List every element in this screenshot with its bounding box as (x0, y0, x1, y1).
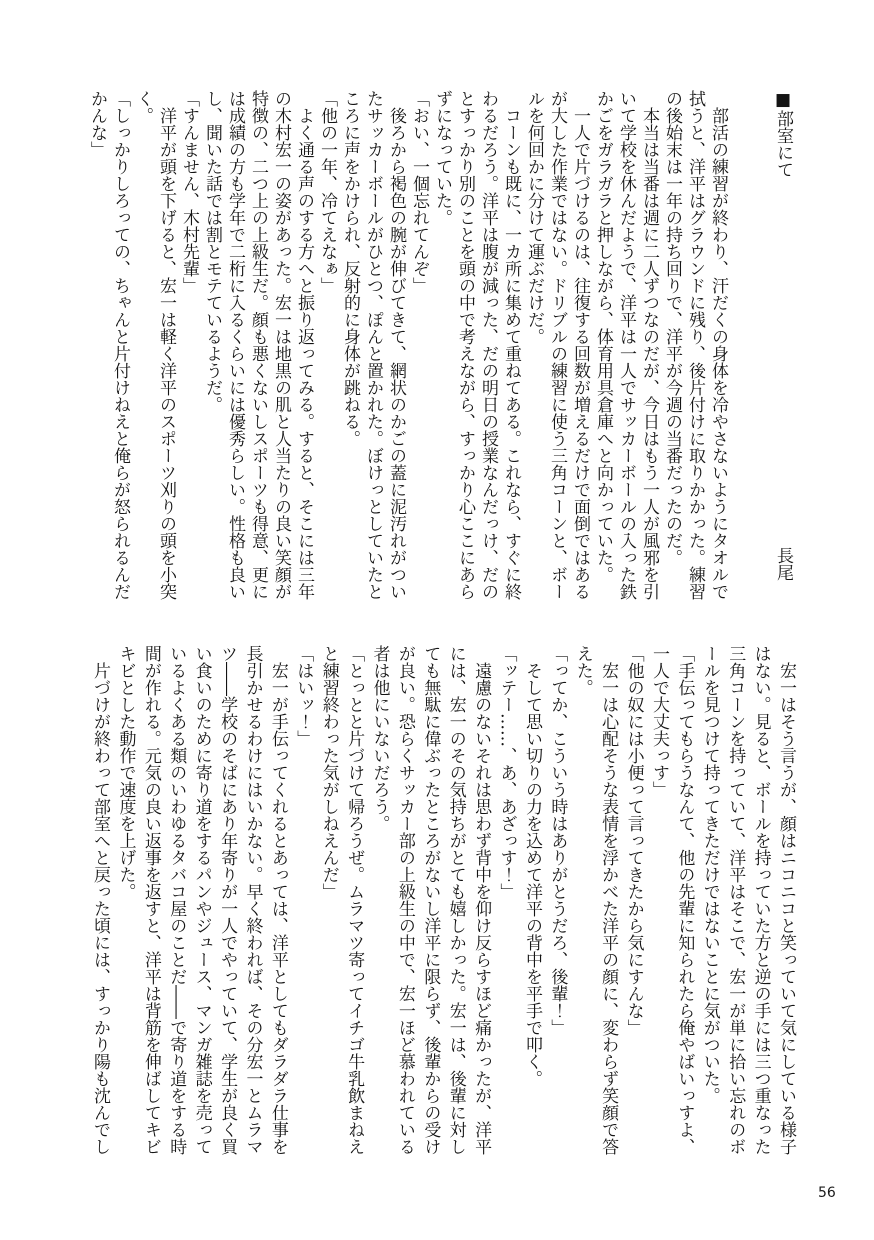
author-name: 長尾 (773, 547, 793, 581)
text-line: コーンも既に、一カ所に集めて重ねてある。これなら、すぐに終 (501, 90, 521, 600)
text-line: 拭うと、洋平はグラウンドに残り、後片付けに取りかかった。練習 (685, 90, 705, 600)
text-line: ールを見つけて持ってきただけではないことに気がついた。 (699, 645, 720, 1104)
text-line: 遠慮のないそれは思わず背中を仰け反らすほど痛かったが、洋平 (471, 645, 492, 1155)
text-line: かごをガラガラと押しながら、体育用具倉庫へと向かっていた。 (593, 90, 613, 583)
text-line: よく通る声のする方へと振り返ってみる。すると、そこには三年 (294, 90, 314, 600)
scene-1-block (85, 90, 794, 604)
text-line: と練習終わった気がしねえんだ」 (318, 645, 339, 900)
text-line: 部活の練習が終わり、汗だくの身体を冷やさないようにタオルで (708, 90, 728, 600)
text-line: 「しっかりしろっての、ちゃんと片付けねえと俺らが怒られるんだ (110, 90, 130, 600)
text-line: 長引かせるわけにはいかない。早く終われば、その分宏一とムラマ (242, 645, 263, 1155)
text-line: 一人で片づけるのは、往復する回数が増えるだけで面倒ではある (570, 90, 590, 600)
text-line: いて学校を休んだようで、洋平は一人でサッカーボールの入った鉄 (616, 90, 636, 600)
text-line: 宏一は心配そうな表情を浮かべた洋平の顔に、変わらず笑顔で答 (598, 645, 619, 1155)
text-line: 「とっとと片づけて帰ろうぜ。ムラマツ寄ってイチゴ牛乳飲まねえ (344, 645, 365, 1155)
text-line: 「ッテー……、あ、あざっす！」 (496, 645, 517, 900)
text-line: はない。見ると、ボールを持っていた方と逆の手には三つ重なった (750, 645, 771, 1155)
text-line: 三角コーンを持っていて、洋平はそこで、宏一が単に拾い忘れのボ (725, 645, 746, 1155)
text-line: い食いのために寄り道をするパンやジュース、マンガ雑誌を売って (191, 645, 212, 1155)
text-line: かんな」 (87, 90, 107, 158)
text-line: は成績の方も学年で二桁に入るくらいには優秀らしい。性格も良い (225, 90, 245, 600)
text-line: く。 (133, 90, 153, 124)
text-line: わるだろう。洋平は腹が減った、だの明日の授業なんだっけ、だの (478, 90, 498, 600)
text-line: 洋平が頭を下げると、宏一は軽く洋平のスポーツ刈りの頭を小突 (156, 90, 176, 600)
text-line: とすっかり別のことを頭の中で考えながら、すっかり心ここにあら (455, 90, 475, 600)
text-line: 「他の奴には小便って言ってきたから気にすんな」 (623, 645, 644, 1036)
text-line: 片づけが終わって部室へと戻った頃には、すっかり陽も沈んでし (90, 645, 111, 1155)
text-line: には、宏一のその気持ちがとても嬉しかった。宏一は、後輩に対し (445, 645, 466, 1155)
text-line: し、聞いた話では割とモテているようだ。 (202, 90, 222, 413)
text-line: の後始末は一年の持ち回りで、洋平が今週の当番だったのだ。 (662, 90, 682, 566)
text-line: が大した作業ではない。ドリブルの練習に使う三角コーンと、ボー (547, 90, 567, 600)
text-line: 後ろから褐色の腕が伸びてきて、網状のかごの蓋に泥汚れがつい (386, 90, 406, 600)
text-line: 間が作れる。元気の良い返事を返すと、洋平は背筋を伸ばしてキビ (140, 645, 161, 1155)
text-line: ずになっていた。 (432, 90, 452, 226)
text-line: 「おい、一個忘れてんぞ」 (409, 90, 429, 294)
text-line: 「すんません、木村先輩」 (179, 90, 199, 294)
text-line: たサッカーボールがひとつ、ぽんと置かれた。ぼけっとしていたと (363, 90, 383, 600)
text-line: 特徴の、二つ上の上級生だ。顔も悪くないしスポーツも得意、更に (248, 90, 268, 600)
text-line: えた。 (572, 645, 593, 696)
page-number: 56 (818, 1185, 836, 1201)
scene-2-lines (87, 645, 798, 1159)
text-line: 「手伝ってもらうなんて、他の先輩に知られたら俺やばいっすよ、 (674, 645, 695, 1155)
text-line: ても無駄に偉ぶったところがないし洋平に限らず、後輩からの受け (420, 645, 441, 1155)
text-line: 「はいッ！」 (293, 645, 314, 747)
text-line: の木村宏一の姿があった。宏一は地黒の肌と人当たりの良い笑顔が (271, 90, 291, 600)
text-line: いるよくある類のいわゆるタバコ屋のことだ――で寄り道をする時 (166, 645, 187, 1155)
text-line: ころに声をかけられ、反射的に身体が跳ねる。 (340, 90, 360, 447)
section-title: ■部室にて (773, 90, 793, 178)
title-column (771, 90, 794, 604)
text-line: 宏一はそう言うが、顔はニコニコと笑っていて気にしている様子 (776, 645, 796, 1155)
text-line: が良い。恐らくサッカー部の上級生の中で、宏一ほど慕われている (394, 645, 415, 1155)
text-line: キビとした動作で速度を上げた。 (115, 645, 136, 900)
text-line: 「ってか、こういう時はありがとうだろ、後輩！」 (547, 645, 568, 1036)
scene-1-lines (85, 90, 729, 604)
text-line: 「他の一年、冷てえなぁ」 (317, 90, 337, 294)
text-line: 一人で大丈夫っす」 (648, 645, 669, 798)
scene-2-block (87, 645, 798, 1159)
text-line: そして思い切りの力を込めて洋平の背中を平手で叩く。 (521, 645, 542, 1087)
text-line: ツ――学校のそばにあり年寄りが一人でやっていて、学生が良く買 (217, 645, 238, 1155)
text-line: 者は他にいないだろう。 (369, 645, 390, 832)
text-line: 本当は当番は週に二人ずつなのだが、今日はもう一人が風邪を引 (639, 90, 659, 600)
text-line: ルを何回かに分けて運ぶだけだ。 (524, 90, 544, 345)
text-line: 宏一が手伝ってくれるとあっては、洋平としてもダラダラ仕事を (267, 645, 288, 1155)
